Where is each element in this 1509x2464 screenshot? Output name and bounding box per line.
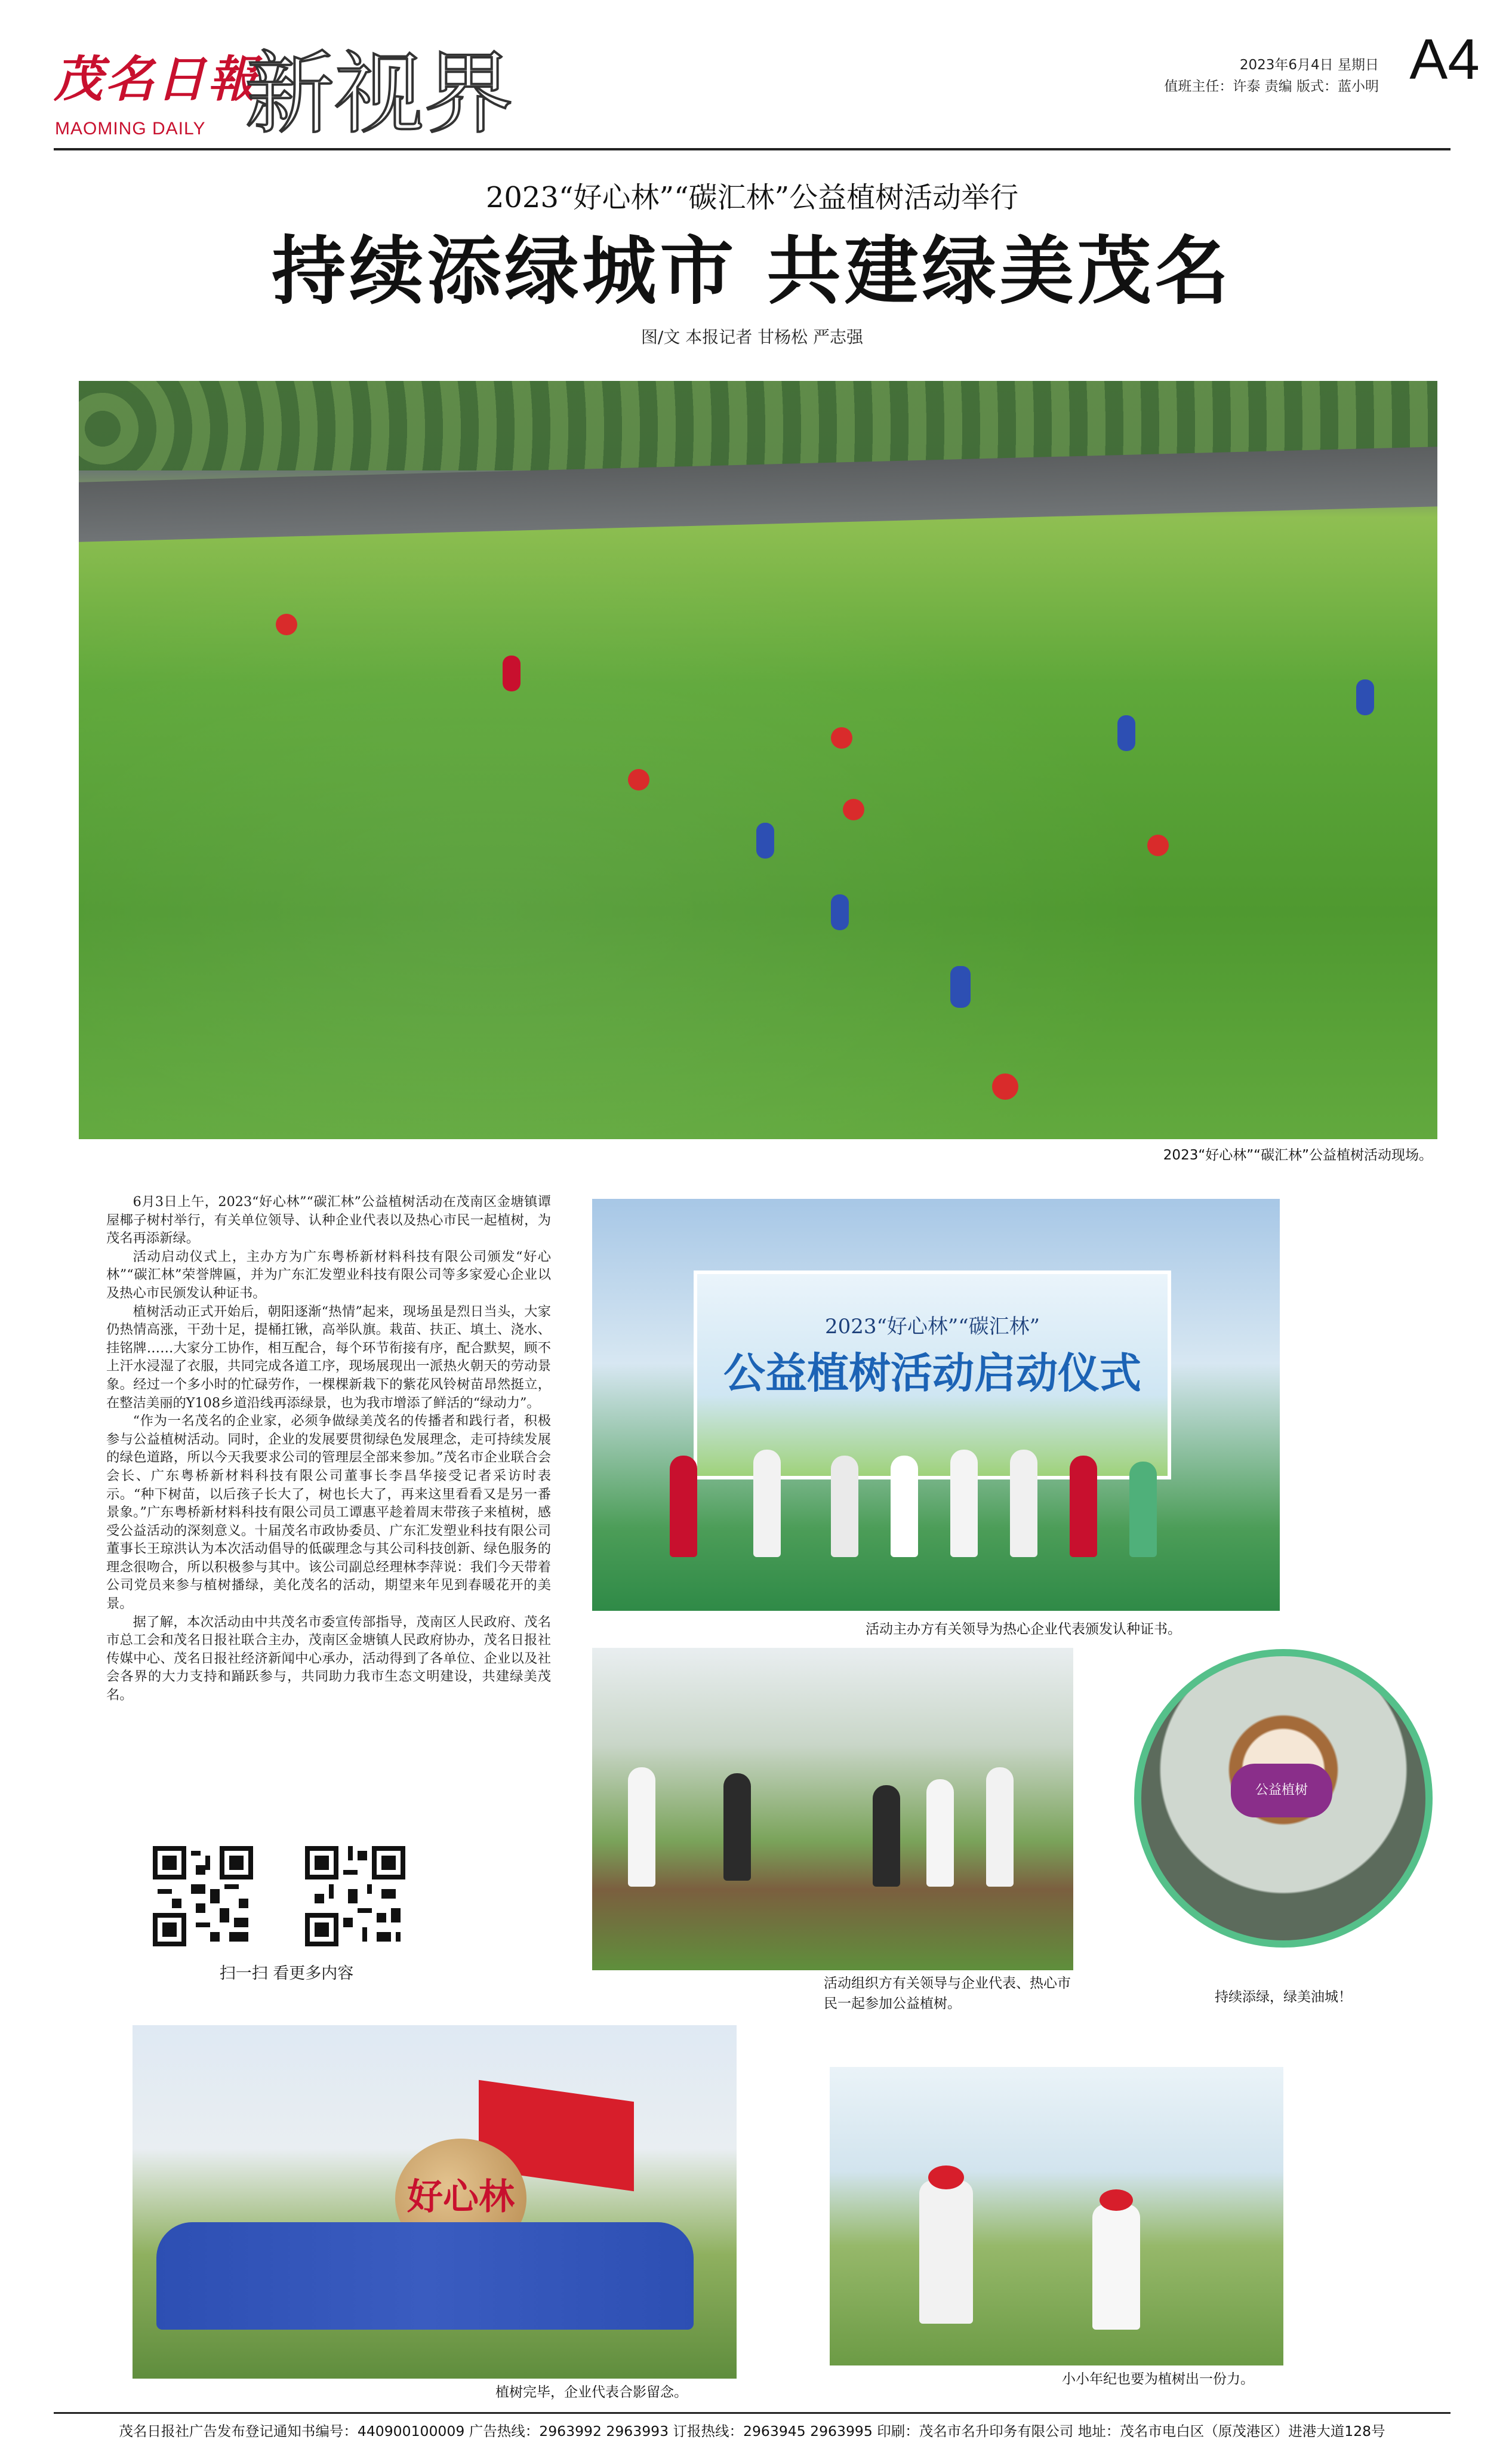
photo-person (926, 1779, 954, 1887)
ceremony-backdrop (694, 1271, 1171, 1479)
photo-person (723, 1773, 751, 1881)
digging-photo-caption: 活动组织方有关领导与企业代表、热心市民一起参加公益植树。 (824, 1976, 1071, 2011)
photo-red-bucket (628, 769, 649, 790)
photo-child (919, 2180, 973, 2324)
page-number: A4 (1409, 27, 1480, 91)
photo-person (1129, 1462, 1157, 1557)
header-divider (54, 148, 1451, 150)
qr-code-icon[interactable] (301, 1842, 409, 1950)
main-headline: 持续添绿城市 共建绿美茂名 (272, 228, 1233, 315)
photo-red-cap (1100, 2189, 1133, 2211)
newspaper-logo-english: MAOMING DAILY (55, 119, 206, 139)
photo-red-cap (928, 2165, 964, 2189)
circle-photo-tree-tag (1134, 1649, 1433, 1948)
tree-name-tag: 公益植树 (1231, 1764, 1332, 1817)
photo-person (950, 1450, 978, 1557)
article-paragraph: “作为一名茂名的企业家，必须争做绿美茂名的传播者和践行者，积极参与公益植树活动。同时，企业的发展要贯彻绿色发展理念，走可持续发展的绿色道路，所以今天我要求公司的管理层全部来参加。”茂名市企业联合会会长、广东粤桥新材料科技有限公司董事长李昌华接受记者采访时表示。“种下树苗，以后孩子长大了，树也长大了，再来这里看看又是另一番景象。”广东粤桥新材料科技有限公司员工谭惠平趁着周末带孩子来植树，感受公益活动的深刻意义。十届茂名市政协委员、广东汇发塑业科技有限公司董事长王琼洪认为本次活动倡导的低碳理念与其公司科技创新、绿色服务的理念很吻合，所以积极参与其中。该公司副总经理林李萍说：我们今天带着公司党员来参与植树播绿，美化茂名的活动，期望来年见到春暖花开的美景。 (106, 1413, 551, 1612)
photo-person (873, 1785, 900, 1887)
photo-person (1010, 1450, 1037, 1557)
article-paragraph: 6月3日上午，2023“好心林”“碳汇林”公益植树活动在茂南区金塘镇谭屋椰子树村举行，有关单位领导、认种企业代表以及热心市民一起植树，为茂名再添新绿。 (106, 1194, 551, 1247)
footer-divider (54, 2412, 1451, 2414)
photo-group-people (156, 2222, 694, 2330)
photo-red-bucket (276, 614, 297, 635)
photo-red-bucket (843, 799, 864, 820)
photo-person (831, 1456, 858, 1557)
footer-info: 茂名日报社广告发布登记通知书编号：440900100009 广告热线：2963992 2963993 订报热线：2963945 2963995 印刷：茂名市名升印务有限公司 地址：茂名市电白区（原茂港区）进港大道128号 (119, 2423, 1385, 2440)
group-photo (133, 2025, 737, 2379)
photo-volunteer (950, 966, 971, 1008)
section-title: 新视界 (245, 42, 514, 146)
ceremony-photo (592, 1199, 1280, 1611)
photo-person (1070, 1456, 1097, 1557)
photo-person (753, 1450, 781, 1557)
article-body (106, 1193, 551, 1791)
engraved-rock-text: 好心林 (407, 2176, 515, 2218)
photo-volunteer (756, 823, 774, 859)
qr-code-icon[interactable] (149, 1842, 257, 1950)
kids-planting-photo (830, 2067, 1283, 2365)
main-photo-caption: 2023“好心林”“碳汇林”公益植树活动现场。 (1163, 1148, 1433, 1163)
photo-person (628, 1767, 655, 1887)
article-paragraph: 植树活动正式开始后，朝阳逐渐“热情”起来，现场虽是烈日当头，大家仍热情高涨，干劲十足，提桶扛锹，高举队旗。栽苗、扶正、填土、浇水、挂铭牌……大家分工协作，相互配合，每个环节衔接有序，配合默契，顾不上汗水浸湿了衣服，共同完成各道工序，现场展现出一派热火朝天的劳动景象。经过一个多小时的忙碌劳作，一棵棵新栽下的紫花风铃树苗昂然挺立，在整洁美丽的Y108乡道沿线再添绿景，也为我市增添了鲜活的“绿动力”。 (106, 1303, 551, 1411)
ceremony-backdrop-subtitle: 2023“好心林”“碳汇林” (824, 1315, 1040, 1339)
photo-red-bucket (992, 1073, 1018, 1100)
editor-credits: 值班主任：许泰 责编 版式：蓝小明 (1164, 79, 1379, 94)
photo-volunteer (503, 656, 521, 691)
headline-kicker: 2023“好心林”“碳汇林”公益植树活动举行 (485, 181, 1019, 214)
photo-volunteer (831, 894, 849, 930)
article-paragraph: 据了解，本次活动由中共茂名市委宣传部指导，茂南区人民政府、茂名市总工会和茂名日报社联合主办，茂南区金塘镇人民政府协办，茂名日报社传媒中心、茂名日报社经济新闻中心承办，活动得到了各单位、企业以及社会各界的大力支持和踊跃参与，共同助力我市生态文明建设，共建绿美茂名。 (106, 1614, 551, 1703)
kids-photo-caption: 小小年纪也要为植树出一份力。 (1062, 2371, 1254, 2387)
issue-date: 2023年6月4日 星期日 (1239, 57, 1379, 73)
qr-caption: 扫一扫 看更多内容 (219, 1964, 354, 1983)
photo-person (891, 1456, 918, 1557)
photo-volunteer (1356, 679, 1374, 715)
photo-person (986, 1767, 1014, 1887)
photo-person (670, 1456, 697, 1557)
photo-child (1092, 2204, 1140, 2330)
photo-red-bucket (1147, 835, 1169, 856)
group-photo-caption: 植树完毕，企业代表合影留念。 (495, 2385, 688, 2400)
photo-red-bucket (831, 727, 852, 749)
circle-photo-caption: 持续添绿，绿美油城！ (1215, 1989, 1352, 2005)
photo-volunteer (1117, 715, 1135, 751)
newspaper-logo: 茂名日報 (54, 51, 259, 108)
ceremony-backdrop-title: 公益植树活动启动仪式 (723, 1349, 1141, 1398)
digging-photo (592, 1648, 1073, 1970)
ceremony-photo-caption: 活动主办方有关领导为热心企业代表颁发认种证书。 (866, 1622, 1181, 1637)
byline: 图/文 本报记者 甘杨松 严志强 (640, 327, 864, 347)
main-photo-tree-planting (79, 381, 1437, 1139)
article-paragraph: 活动启动仪式上，主办方为广东粤桥新材料科技有限公司颁发“好心林”“碳汇林”荣誉牌匾，并为广东汇发塑业科技有限公司等多家爱心企业以及热心市民颁发认种证书。 (106, 1248, 551, 1301)
